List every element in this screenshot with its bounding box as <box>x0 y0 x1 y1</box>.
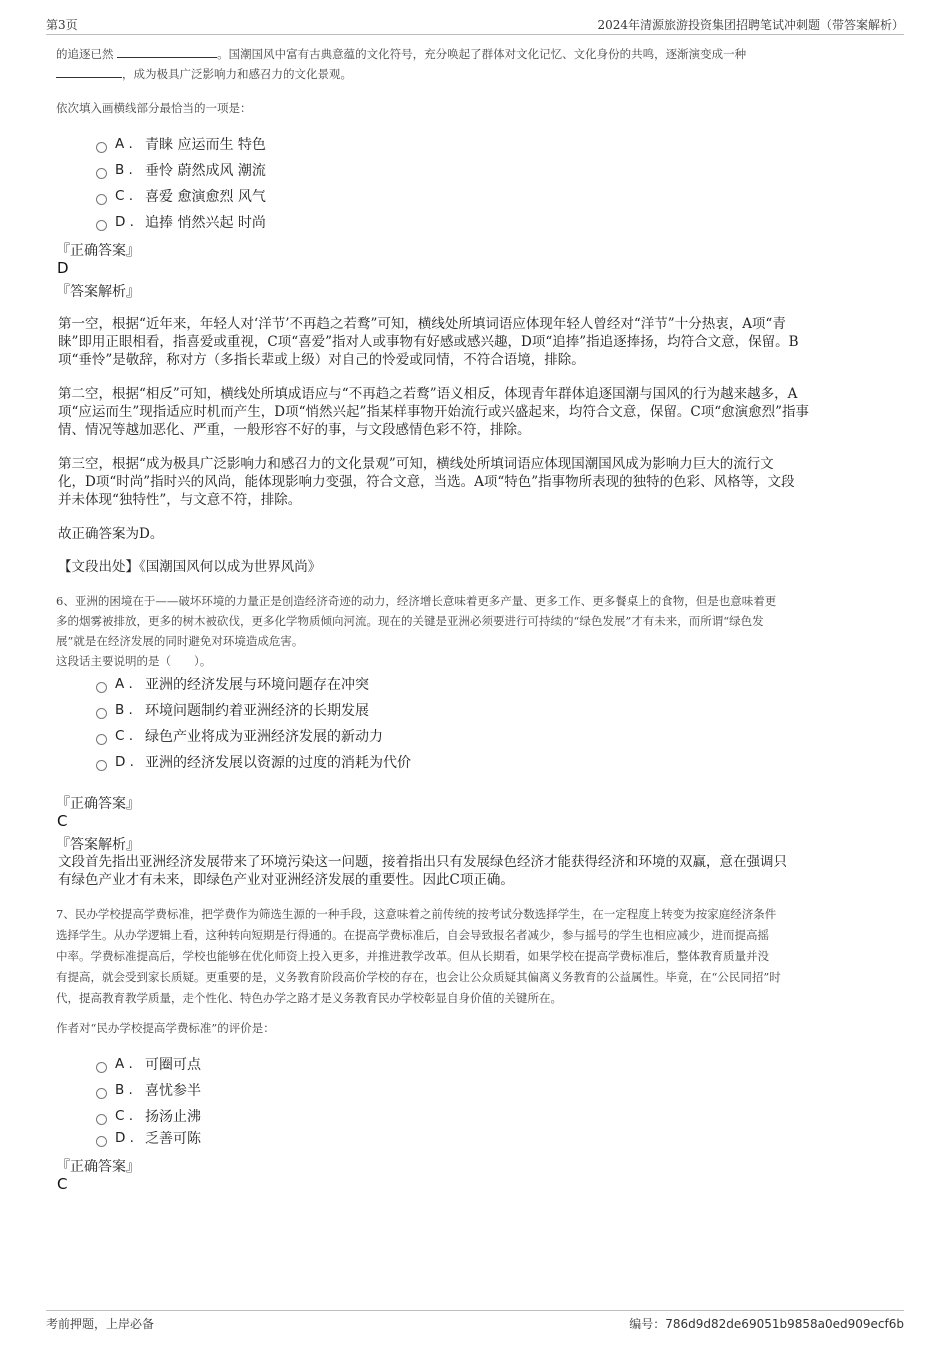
intro-text-c: ，成为极具广泛影响力和感召力的文化景观。 <box>122 67 352 81</box>
fill-blank-1 <box>117 45 217 58</box>
q5-analysis-label: 『答案解析』 <box>56 284 140 300</box>
q6-option-d[interactable]: D . 亚洲的经济发展以资源的过度的消耗为代价 <box>96 751 411 773</box>
q6-analysis: 文段首先指出亚洲经济发展带来了环境污染这一问题，接着指出只有发展绿色经济才能获得经济和环境的双赢，意在强调只 有绿色产业才有未来，即绿色产业对亚洲经济发展的重要性。因此C项正确。 <box>58 854 787 888</box>
radio-icon[interactable] <box>96 682 107 693</box>
q5-answer: D <box>57 259 69 277</box>
q7-prompt: 作者对“民办学校提高学费标准”的评价是： <box>56 1021 275 1035</box>
footer-slogan: 考前押题，上岸必备 <box>46 1317 155 1331</box>
q7-answer-label: 『正确答案』 <box>56 1159 140 1175</box>
fill-blank-2 <box>56 65 122 78</box>
radio-icon[interactable] <box>96 1136 107 1147</box>
q6-stem: 6、亚洲的困境在于——破坏环境的力量正是创造经济奇迹的动力，经济增长意味着更多产量、更多工作、更多餐桌上的食物，但是也意味着更 多的烟雾被排放，更多的树木被砍伐，更多化学物质倾向河流。现在的关键是亚洲必须要进行可持续的“绿色发展”才有未来，而所谓“绿色发 展”就是在经济发展的同时避免对环境造成危害。 这段话主要说明的是（ ）。 <box>56 594 777 668</box>
q5-analysis-p3: 第三空，根据“成为极具广泛影响力和感召力的文化景观”可知，横线处所填词语应体现国潮国风成为影响力巨大的流行文 化，D项“时尚”指时兴的风尚，能体现影响力变强，符合文意，当选。A项“特色”指事物所表现的独特的色彩、风格等，文段 并未体现“独特性”，与文意不符，排除。 <box>58 456 795 508</box>
q5-analysis-p2: 第二空，根据“相反”可知，横线处所填成语应与“不再趋之若鹜”语义相反，体现青年群体追逐国潮与国风的行为越来越多，A 项“应运而生”现指适应时机而产生，D项“悄然兴起”指某样事物开始流行或兴盛起来，均符合文意，保留。C项“愈演愈烈”指事 情、情况等越加恶化、严重，一般形容不好的事，与文段感情色彩不符，排除。 <box>58 386 810 438</box>
q6-option-b[interactable]: B . 环境问题制约着亚洲经济的长期发展 <box>96 699 369 721</box>
radio-icon[interactable] <box>96 194 107 205</box>
intro-line-1 <box>56 44 906 64</box>
q7-stem: 7、民办学校提高学费标准，把学费作为筛选生源的一种手段，这意味着之前传统的按考试分数选择学生，在一定程度上转变为按家庭经济条件 选择学生。从办学逻辑上看，这种转向短期是行得通的。在提高学费标准后，自会导致报名者减少，参与摇号的学生也相应减少，进而提高摇 中率。学费标准提高后，学校也能够在优化师资上投入更多，并推进教学改革。但从长期看，如果学校在提高学费标准后，整体教育质量并没 有提高，就会受到家长质疑。更重要的是，义务教育阶段高价学校的存在，也会让公众质疑其偏离义务教育的公益属性。毕竟，在“公民同招”时 代，提高教育教学质量，走个性化、特色办学之路才是义务教育民办学校彰显自身价值的关键所在。 <box>56 907 781 1005</box>
q7-option-a[interactable]: A . 可圈可点 <box>96 1053 201 1075</box>
radio-icon[interactable] <box>96 1062 107 1073</box>
q5-option-b[interactable]: B . 垂怜 蔚然成风 潮流 <box>96 159 266 181</box>
radio-icon[interactable] <box>96 708 107 719</box>
page-header <box>46 14 904 35</box>
document-title: 2024年清源旅游投资集团招聘笔试冲刺题（带答案解析） <box>597 18 904 32</box>
q7-option-b[interactable]: B . 喜忧参半 <box>96 1079 201 1101</box>
q6-option-c[interactable]: C . 绿色产业将成为亚洲经济发展的新动力 <box>96 725 383 747</box>
radio-icon[interactable] <box>96 168 107 179</box>
q5-option-d[interactable]: D . 追捧 悄然兴起 时尚 <box>96 211 266 233</box>
q7-option-c[interactable]: C . 扬汤止沸 <box>96 1105 201 1127</box>
q6-answer-label: 『正确答案』 <box>56 796 140 812</box>
q7-option-d[interactable]: D . 乏善可陈 <box>96 1127 201 1149</box>
radio-icon[interactable] <box>96 142 107 153</box>
q5-option-a[interactable]: A . 青睐 应运而生 特色 <box>96 133 266 155</box>
intro-line-2 <box>56 64 906 84</box>
q6-analysis-label: 『答案解析』 <box>56 837 140 853</box>
radio-icon[interactable] <box>96 1088 107 1099</box>
intro-text-a: 的追逐已然 <box>56 47 114 61</box>
radio-icon[interactable] <box>96 220 107 231</box>
q5-source: 【文段出处】《国潮国风何以成为世界风尚》 <box>58 559 322 575</box>
intro-text-b: 。国潮国风中富有古典意蕴的文化符号，充分唤起了群体对文化记忆、文化身份的共鸣，逐渐演变成一种 <box>217 47 747 61</box>
radio-icon[interactable] <box>96 1114 107 1125</box>
q5-prompt: 依次填入画横线部分最恰当的一项是： <box>56 101 252 115</box>
q7-answer: C <box>57 1175 68 1193</box>
q5-analysis-p4: 故正确答案为D。 <box>58 526 164 542</box>
q5-answer-label: 『正确答案』 <box>56 243 140 259</box>
q6-option-a[interactable]: A . 亚洲的经济发展与环境问题存在冲突 <box>96 673 369 695</box>
page-number: 第3页 <box>46 18 78 32</box>
radio-icon[interactable] <box>96 760 107 771</box>
q5-analysis-p1: 第一空，根据“近年来，年轻人对‘洋节’不再趋之若鹜”可知，横线处所填词语应体现年轻人曾经对“洋节”十分热衷，A项“青 睐”即用正眼相看，指喜爱或重视，C项“喜爱”指对人或事物有好感或感兴趣，D项“追捧”指追逐捧扬，均符合文意，保留。B 项“垂怜”是敬辞，称对方（多指长辈或上级）对自己的怜爱或同情，不符合语境，排除。 <box>58 316 799 368</box>
q5-option-c[interactable]: C . 喜爱 愈演愈烈 风气 <box>96 185 266 207</box>
document-code: 编号：786d9d82de69051b9858a0ed909ecf6b <box>629 1317 904 1331</box>
radio-icon[interactable] <box>96 734 107 745</box>
page-footer <box>46 1310 904 1337</box>
q6-answer: C <box>57 812 68 830</box>
